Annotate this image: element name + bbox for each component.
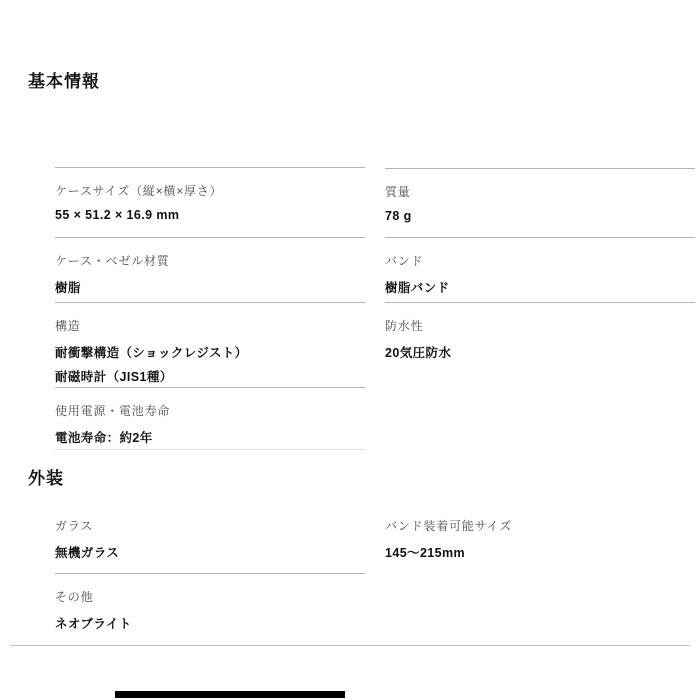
spec-row (55, 302, 365, 385)
spec-value: 20気圧防水 (385, 346, 452, 360)
spec-value: 樹脂 (55, 281, 81, 295)
spec-label: 構造 (55, 319, 81, 333)
spec-row (385, 302, 695, 361)
section-heading-exterior: 外装 (28, 469, 64, 488)
spec-value: 55 × 51.2 × 16.9 mm (55, 208, 180, 222)
spec-label: ケース・ベゼル材質 (55, 254, 170, 268)
spec-value: 無機ガラス (55, 546, 120, 560)
spec-row (385, 168, 695, 223)
spec-label: その他 (55, 590, 94, 604)
spec-label: バンド装着可能サイズ (385, 519, 513, 533)
spec-value: 78 g (385, 209, 412, 223)
section-divider (55, 449, 365, 450)
spec-value: 樹脂バンド (385, 281, 450, 295)
spec-label: 質量 (385, 185, 411, 199)
spec-value: 耐磁時計（JIS1種） (55, 370, 173, 384)
spec-label: ケースサイズ（縦×横×厚さ） (55, 184, 223, 198)
section-heading-basic-info: 基本情報 (28, 72, 100, 91)
spec-row (385, 503, 695, 561)
spec-row (55, 573, 365, 632)
spec-value: 耐衝撃構造（ショックレジスト） (55, 346, 248, 360)
footer-bar (115, 691, 345, 698)
spec-label: ガラス (55, 519, 94, 533)
page-bottom-divider (10, 645, 690, 646)
spec-row (385, 237, 695, 296)
spec-value: ネオブライト (55, 617, 132, 631)
spec-row (55, 503, 365, 561)
spec-value: 145～215mm (385, 546, 466, 560)
spec-row (55, 387, 365, 446)
spec-row (55, 167, 365, 222)
spec-label: バンド (385, 254, 424, 268)
spec-value: 電池寿命：約2年 (55, 431, 153, 445)
spec-label: 使用電源・電池寿命 (55, 404, 171, 418)
spec-row (55, 237, 365, 296)
spec-label: 防水性 (385, 319, 424, 333)
